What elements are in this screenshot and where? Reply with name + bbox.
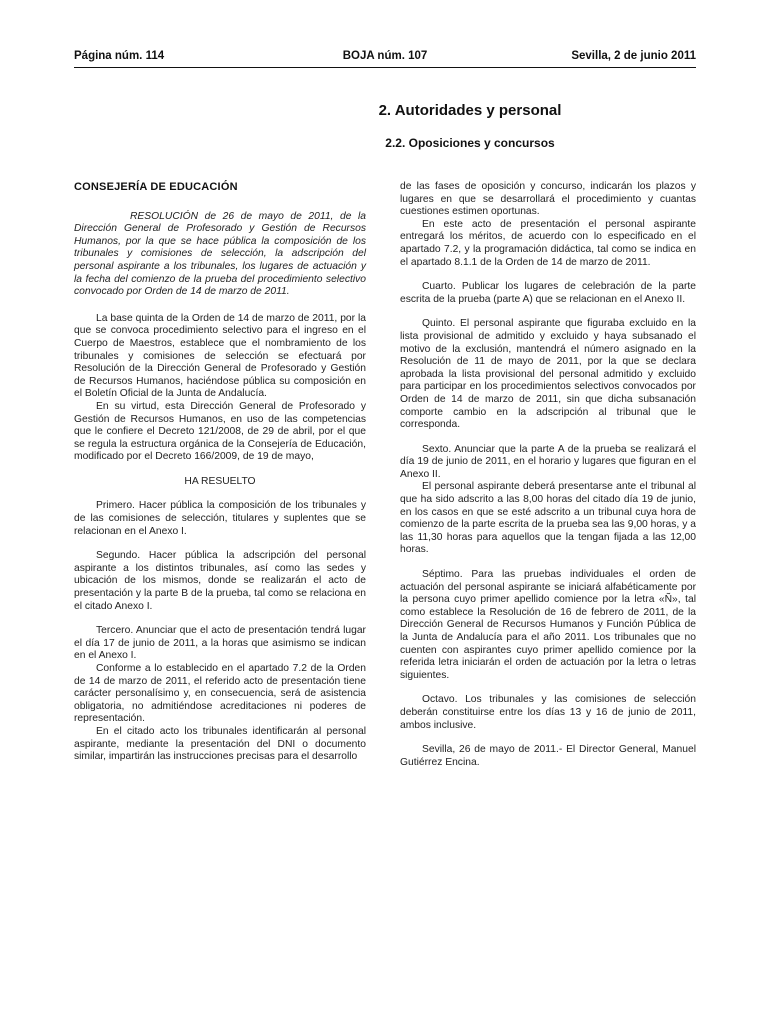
resolution-summary: RESOLUCIÓN de 26 de mayo de 2011, de la Dirección General de Profesorado y Gestión de Recursos Humanos, por la que se hace pública la composición de los tribunales y comisiones de selección, la adscripción del personal aspirante a los tribunales, los lugares de actuación y la fecha del comienzo de la prueba del procedimiento selectivo convocado por Orden de 14 de marzo de 2011. [74,210,366,298]
paragraph-en-su-virtud: En su virtud, esta Dirección General de Profesorado y Gestión de Recursos Humanos, en uso de las competencias que le confiere el Decreto 121/2008, de 29 de abril, por el que se regula la estructura orgánica de la Consejería de Educación, modificado por el Decreto 166/2009, de 19 de mayo, [74,400,366,463]
bulletin-number: BOJA núm. 107 [342,50,428,62]
paragraph-tercero: Tercero. Anunciar que el acto de presentación tendrá lugar el día 17 de junio de 2011, a la horas que asimismo se indican en el Anexo I. [74,625,366,662]
paragraph-octavo: Octavo. Los tribunales y las comisiones de selección deberán constituirse entre los días 13 y 16 de junio de 2011, ambos inclusive. [400,694,696,731]
page-number: Página núm. 114 [74,50,165,62]
publication-date: Sevilla, 2 de junio 2011 [571,50,696,62]
paragraph-sexto-horario: El personal aspirante deberá presentarse ante el tribunal al que ha sido adscrito a las 8,00 horas del citado día 19 de junio, en los casos en que se esté adscrito a un tribunal cuya hora de comienzo de la parte escrita de la prueba sea las 9,00 horas, y a las 11,30 horas para aquellos que la tengan fijada a las 12,00 horas. [400,481,696,556]
paragraph-quinto: Quinto. El personal aspirante que figuraba excluido en la lista provisional de admitido y excluido y haya subsanado el motivo de la exclusión, mantendrá el número asignado en la Resolución de 11 de mayo de 2011, por la que se declara aprobada la lista provisional del personal admitido y excluido para participar en los procedimientos selectivos convocados por Orden de 14 de marzo de 2011, sin que dicha subsanación comporte cambio en la adscripción al tribunal que le corresponda. [400,318,696,431]
section-subtitle: 2.2. Oposiciones y concursos [385,136,555,150]
paragraph-tercero-conforme: Conforme a lo establecido en el apartado 7.2 de la Orden de 14 de marzo de 2011, el referido acto de presentación tiene carácter personalísimo y, en consecuencia, será de asistencia obligatoria, no admitiéndose acreditaciones ni poderes de representación. [74,663,366,725]
paragraph-septimo: Séptimo. Para las pruebas individuales el orden de actuación del personal aspirante se iniciará alfabéticamente por la persona cuyo primer apellido comience por la letra «Ñ», tal como establece la Resolución de 16 de febrero de 2011, de la Dirección General de Recursos Humanos y Función Pública de la Junta de Andalucía para el año 2011. Los tribunales que no cuenten con aspirantes cuyo primer apellido comience por la referida letra iniciarán el orden de actuación por la letra o letras siguientes. [400,569,696,681]
paragraph-sexto: Sexto. Anunciar que la parte A de la prueba se realizará el día 19 de junio de 2011, en el horario y lugares que figuran en el Anexo II. [400,443,696,480]
section-title: 2. Autoridades y personal [378,102,562,119]
paragraph-primero: Primero. Hacer pública la composición de los tribunales y de las comisiones de selección, titulares y suplentes que se relacionan en el Anexo I. [74,500,366,537]
ha-resuelto-heading: HA RESUELTO [184,475,256,487]
right-column [400,181,696,781]
paragraph-segundo: Segundo. Hacer pública la adscripción del personal aspirante a los distintos tribunales, así como las sedes y ubicación de los mismos, donde se realizarán el acto de presentación y la parte B de la prueba, tal como se relaciona en el citado Anexo I. [74,550,366,612]
paragraph-continuation: de las fases de oposición y concurso, indicarán los plazos y lugares en que se desarrollará el procedimiento y cuantas cuestiones estimen oportunas. [400,181,696,218]
paragraph-base-quinta: La base quinta de la Orden de 14 de marzo de 2011, por la que se convoca procedimiento selectivo para el ingreso en el Cuerpo de Maestros, establece que el nombramiento de los tribunales y comisiones de selección se efectuará por Resolución de la Dirección General de Profesorado y Gestión de Recursos Humanos, haciéndose pública su composición en el Boletín Oficial de la Junta de Andalucía. [74,312,366,400]
signature-line: Sevilla, 26 de mayo de 2011.- El Director General, Manuel Gutiérrez Encina. [400,744,696,768]
header-rule [74,67,696,68]
paragraph-cuarto: Cuarto. Publicar los lugares de celebración de la parte escrita de la prueba (parte A) que se relacionan en el Anexo II. [400,281,696,305]
paragraph-acto-presentacion: En este acto de presentación el personal aspirante entregará los méritos, de acuerdo con lo especificado en el apartado 7.2, y la programación didáctica, tal como se indica en el apartado 8.1.1 de la Orden de 14 de marzo de 2011. [400,218,696,268]
page-header [74,50,696,66]
left-column [74,181,366,764]
department-heading: CONSEJERÍA DE EDUCACIÓN [74,181,238,193]
paragraph-tercero-citado-acto: En el citado acto los tribunales identificarán al personal aspirante, mediante la presentación del DNI o documento similar, impartirán las instrucciones precisas para el desarrollo [74,725,366,763]
